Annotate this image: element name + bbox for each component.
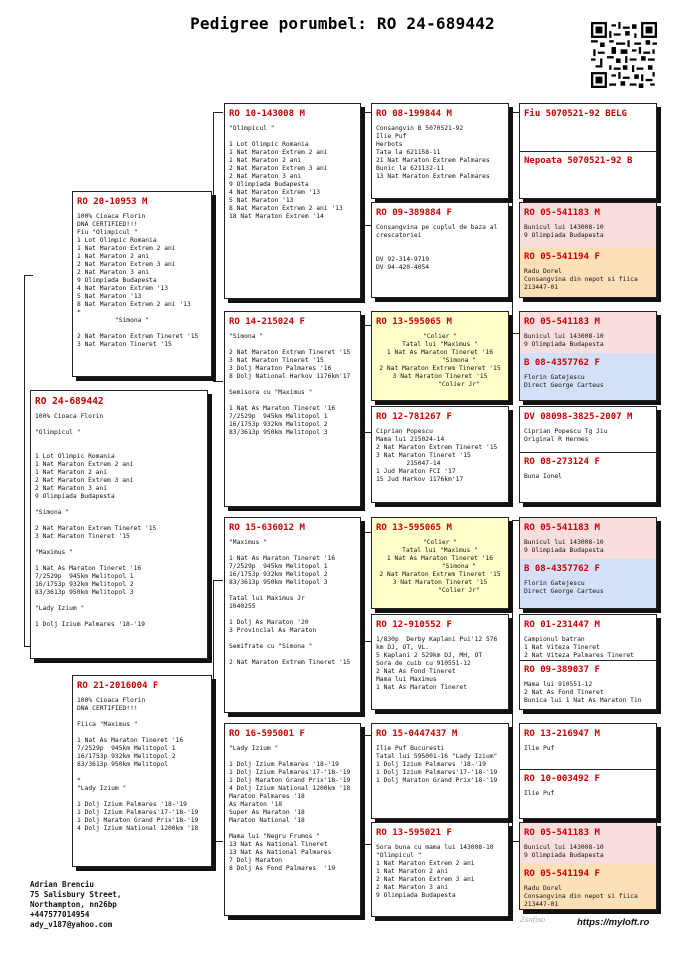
main-pigeon-card[interactable]: [30, 390, 208, 659]
grandparent-card[interactable]: [224, 103, 361, 299]
connector-gp2-to-ggp: [363, 325, 371, 433]
dam-info: 100% Cioaca Florin DNA CERTIFIED!!! Fiica "Maximus " 1 Nat As Maraton Tineret '16 7/2529p 945km Melitopol 1 16/1753p 932km Melitopol 2 83/3613p 950km Melitopol * "Lady Izium " 1 Dolj Izium Palmares '18-'19 1 Dolj Izium Palmares'17-'18-'19 1 Dolj Maraton Grand Prix'18-'19 4 Dolj Izium National 1200km '18: [77, 697, 199, 832]
gen4-ring: RO 05-541183 M: [524, 317, 600, 327]
gen4-info: Ciprian Popescu Tg Jiu Original R Hermes: [524, 428, 608, 443]
gen4-entry: [520, 452, 656, 502]
gen4-card[interactable]: [519, 103, 657, 199]
gen4-info: Radu Dorel Consangvina din nepot si fiica 213447-01: [524, 268, 638, 291]
gen4-ring: RO 08-273124 F: [524, 457, 600, 467]
gen4-info: Bunicul lui 143008-10 9 Olimpiada Budapesta: [524, 224, 604, 239]
great-grandparent-info: Consangvin B 5070521-92 Ilie Puf Herbots Tata la 621158-11 21 Nat Maraton Extrem Palmares Bunic la 621132-11 13 Nat Maraton Extrem Palmares: [376, 125, 490, 180]
great-grandparent-card[interactable]: [371, 614, 509, 710]
connector-gp4-to-ggp: [363, 735, 371, 845]
sire-card[interactable]: [72, 191, 212, 377]
gen4-entry: [520, 660, 656, 709]
great-grandparent-ring: RO 08-199844 M: [376, 109, 452, 119]
gen4-info: Buna Ionel: [524, 473, 562, 480]
gen4-card[interactable]: [519, 822, 657, 910]
great-grandparent-ring: RO 13-595021 F: [376, 828, 452, 838]
gen4-ring: RO 05-541194 F: [524, 252, 600, 262]
gen4-ring: Fiu 5070521-92 BELG: [524, 109, 627, 119]
gen4-ring: RO 01-231447 M: [524, 620, 600, 630]
gen4-entry: [520, 104, 656, 152]
connector-dam-to-grandparents: [213, 580, 223, 842]
great-grandparent-info: "Colier " Tatal lui "Maximus " 1 Nat As Maraton Tineret '16 "Simona " 2 Nat Maraton Extrem Tineret '15 3 Nat Maraton Tineret '15 "Colier Jr": [379, 333, 501, 388]
great-grandparent-card[interactable]: [371, 822, 509, 917]
great-grandparent-ring: RO 12-910552 F: [376, 620, 452, 630]
main-ring: RO 24-689442: [35, 396, 104, 407]
great-grandparent-info: 1/830p Derby Kaplani Pui'12 576 km DJ, OT, VL. 5 Kaplani 2 529km DJ, MH, OT Sora de cuib cu 910551-12 2 Nat As Fond Tineret Mama lui Maximus 1 Nat As Maraton Tineret: [376, 636, 498, 691]
grandparent-ring: RO 15-636012 M: [229, 523, 305, 533]
owner-contact: [30, 880, 121, 930]
gen4-ring: RO 05-541183 M: [524, 208, 600, 218]
gen4-entry: [520, 559, 656, 608]
grandparent-info: "Lady Izium " 1 Dolj Izium Palmares '18-'19 1 Dolj Izium Palmares'17-'18-'19 1 Dolj Maraton Grand Prix'18-'19 4 Dolj Izium National 1200km '18 Maraton Palmares '18 As Maraton '18 Super As Maraton '18 Maraton National '18 Mama lui "Negru Frumos " 13 Nat As National Tineret 13 Nat As National Palmares 7 Dolj Maraton 8 Dolj As Fond Palmares '19: [229, 745, 351, 872]
grandparent-ring: RO 16-595001 F: [229, 729, 305, 739]
great-grandparent-info: Sora buna cu mama lui 143008-10 "Olimpicul " 1 Nat Maraton Extrem 2 ani 1 Nat Maraton 2 ani 2 Nat Maraton Extrem 3 ani 2 Nat Maraton 3 ani 9 Olimpiada Budapesta: [376, 844, 494, 899]
gen4-entry: [520, 864, 656, 909]
great-grandparent-info: "Colier " Tatal lui "Maximus " 1 Nat As Maraton Tineret '16 "Simona " 2 Nat Maraton Extrem Tineret '15 3 Nat Maraton Tineret '15 "Colier Jr": [379, 539, 501, 594]
great-grandparent-ring: RO 13-595065 M: [376, 523, 452, 533]
gen4-info: Radu Dorel Consangvina din nepot si fiica 213447-01: [524, 885, 638, 908]
great-grandparent-info: Consangvina pe cuplul de baza al crescatoriei DV 92-314-9719 DV 94-420-4054: [376, 224, 498, 271]
gen4-card[interactable]: [519, 406, 657, 503]
grandparent-info: "Olimpicul " 1 Lot Olimpic Romania 1 Nat Maraton Extrem 2 ani 1 Nat Maraton 2 ani 2 Nat Maraton Extrem 3 ani 2 Nat Maraton 3 ani 9 Olimpiada Budapesta 4 Nat Maraton Extrem '13 5 Nat Maraton '13 8 Nat Maraton Extrem 2 ani '13 18 Nat Maraton Extrem '14: [229, 125, 343, 220]
gen4-card[interactable]: [519, 723, 657, 819]
connector-gp1-to-ggp: [363, 112, 371, 226]
gen4-info: Florin Gatejescu Direct George Carteus: [524, 580, 604, 595]
owner-email[interactable]: ady_v187@yahoo.com: [30, 920, 113, 929]
gen4-entry: [520, 203, 656, 248]
gen4-info: Ilie Puf: [524, 790, 555, 797]
grandparent-card[interactable]: [224, 311, 361, 507]
gen4-entry: [520, 518, 656, 560]
grandparent-info: "Maximus " 1 Nat As Maraton Tineret '16 7/2529p 945km Melitopol 1 16/1753p 932km Melitopol 2 83/3613p 950km Melitopol 3 Tatal lui Maximus Jr 1040255 1 Dolj As Maraton '20 3 Provincial As Maraton Semifrate cu "Simona " 2 Nat Maraton Extrem Tineret '15: [229, 539, 351, 666]
gen4-entry: [520, 615, 656, 661]
main-info: 100% Cioaca Florin "Olimpicul " 1 Lot Olimpic Romania 1 Nat Maraton Extrem 2 ani 1 Nat Maraton 2 ani 2 Nat Maraton Extrem 3 ani 2 Nat Maraton 3 ani 9 Olimpiada Budapesta "Simona " 2 Nat Maraton Extrem Tineret '15 3 Nat Maraton Tineret '15 "Maximus " 1 Nat As Maraton Tineret '16 7/2529p 945km Melitopol 1 16/1753p 932km Melitopol 2 83/3613p 950km Melitopol 3 "Lady Izium " 1 Dolj Izium Palmares '18-'19: [35, 413, 157, 628]
grandparent-card[interactable]: [224, 723, 361, 916]
owner-name: Adrian Brenciu: [30, 880, 95, 889]
signature: Zsofiso: [520, 916, 546, 924]
website-link[interactable]: https://myloft.ro: [577, 917, 650, 928]
great-grandparent-card[interactable]: [371, 406, 509, 503]
great-grandparent-info: Ciprian Popescu Mama lui 215024-14 2 Nat Maraton Extrem Tineret '15 3 Nat Maraton Tineret '15 215047-14 1 Jud Maraton FCI '17 15 Jud Harkov 1176km'17: [376, 428, 498, 483]
great-grandparent-card[interactable]: [371, 311, 509, 401]
gen4-card[interactable]: [519, 614, 657, 710]
gen4-ring: RO 10-003492 F: [524, 774, 600, 784]
owner-street: 75 Salisbury Street,: [30, 890, 122, 899]
great-grandparent-ring: RO 15-0447437 M: [376, 729, 458, 739]
gen4-ring: RO 05-541194 F: [524, 869, 600, 879]
gen4-entry: [520, 769, 656, 818]
great-grandparent-card[interactable]: [371, 202, 509, 298]
gen4-entry: [520, 353, 656, 400]
grandparent-ring: RO 14-215024 F: [229, 317, 305, 327]
sire-ring: RO 20-10953 M: [77, 197, 148, 207]
gen4-card[interactable]: [519, 517, 657, 609]
gen4-info: Bunicul lui 143008-10 9 Olimpiada Budapesta: [524, 333, 604, 348]
owner-city: Northampton, nn26bp: [30, 900, 117, 909]
gen4-entry: [520, 312, 656, 354]
great-grandparent-ring: RO 12-781267 F: [376, 412, 452, 422]
qr-code: [591, 22, 657, 88]
gen4-ring: B 08-4357762 F: [524, 358, 600, 368]
grandparent-card[interactable]: [224, 517, 361, 713]
gen4-entry: [520, 407, 656, 453]
connector-ggp-to-gggp-a: [512, 112, 519, 334]
gen4-info: Campionul batran 1 Nat Viteza Tineret 2 Nat Viteza Palmares Tineret: [524, 636, 634, 659]
dam-card[interactable]: [72, 675, 212, 867]
gen4-card[interactable]: [519, 311, 657, 401]
grandparent-ring: RO 10-143008 M: [229, 109, 305, 119]
connector-sire-to-grandparents: [213, 112, 223, 382]
gen4-ring: RO 09-389037 F: [524, 665, 600, 675]
great-grandparent-ring: RO 09-389884 F: [376, 208, 452, 218]
gen4-ring: DV 08098-3825-2007 M: [524, 412, 633, 422]
grandparent-info: "Simona " 2 Nat Maraton Extrem Tineret '15 3 Nat Maraton Tineret '15 3 Dolj Maraton Palmares '16 8 Dolj National Harkov 1176km'17 Semisora cu "Maximus " 1 Nat As Maraton Tineret '16 7/2529p 945km Melitopol 1 16/1753p 932km Melitopol 2 83/3613p 950km Melitopol 3: [229, 333, 351, 436]
gen4-ring: B 08-4357762 F: [524, 564, 600, 574]
page-title: Pedigree porumbel: RO 24-689442: [190, 14, 495, 33]
great-grandparent-card[interactable]: [371, 517, 509, 609]
gen4-entry: [520, 823, 656, 865]
gen4-entry: [520, 724, 656, 770]
gen4-entry: [520, 247, 656, 297]
great-grandparent-ring: RO 13-595065 M: [376, 317, 452, 327]
gen4-entry: [520, 151, 656, 198]
great-grandparent-card[interactable]: [371, 723, 509, 819]
connector-gp3-to-ggp: [363, 532, 371, 642]
great-grandparent-info: Ilie Puf Bucuresti Tatal lui 595001-16 "Lady Izium" 1 Dolj Izium Palmares '18-'19 1 Dolj Izium Palmares'17-'18-'19 1 Dolj Maraton Grand Prix'18-'19: [376, 745, 498, 784]
gen4-ring: RO 05-541183 M: [524, 828, 600, 838]
sire-info: 100% Cioaca Florin DNA CERTIFIED!!! Fiu "Olimpicul " 1 Lot Olimpic Romania 1 Nat Maraton Extrem 2 ani 1 Nat Maraton 2 ani 2 Nat Maraton Extrem 3 ani 2 Nat Maraton 3 ani 9 Olimpiada Budapesta 4 Nat Maraton Extrem '13 5 Nat Maraton '13 8 Nat Maraton Extrem 2 ani '13 * "Simona " 2 Nat Maraton Extrem Tineret '15 3 Nat Maraton Tineret '15: [77, 213, 199, 348]
gen4-info: Bunicul lui 143008-10 9 Olimpiada Budapesta: [524, 539, 604, 554]
great-grandparent-card[interactable]: [371, 103, 509, 199]
gen4-info: Ilie Puf: [524, 745, 555, 752]
gen4-info: Florin Gatejescu Direct George Carteus: [524, 374, 604, 389]
owner-phone[interactable]: +447577014954: [30, 910, 90, 919]
gen4-card[interactable]: [519, 202, 657, 298]
dam-ring: RO 21-2016004 F: [77, 681, 159, 691]
gen4-ring: Nepoata 5070521-92 B: [524, 156, 633, 166]
gen4-ring: RO 13-216947 M: [524, 729, 600, 739]
gen4-info: Bunicul lui 143008-10 9 Olimpiada Budapesta: [524, 844, 604, 859]
gen4-ring: RO 05-541183 M: [524, 523, 600, 533]
connector-ggp-to-gggp-b: [512, 520, 519, 842]
gen4-info: Mama lui 910551-12 2 Nat As Fond Tineret Bunica lui 1 Nat As Maraton Tin: [524, 681, 642, 704]
